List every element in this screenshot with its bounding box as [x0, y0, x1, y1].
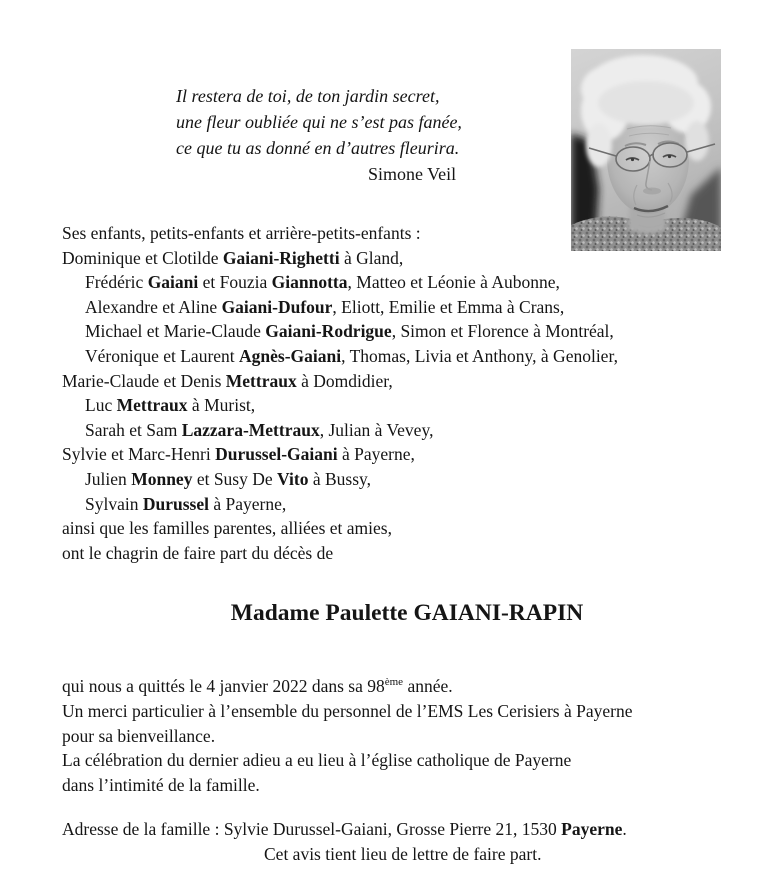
text-segment: ème [384, 676, 404, 689]
text-segment: Gaiani-Righetti [222, 247, 340, 268]
text-line [62, 270, 618, 295]
text-line [62, 817, 627, 842]
text-line [62, 674, 633, 699]
text-segment: Sylvain [85, 493, 143, 514]
deceased-name-title: Madame Paulette GAIANI-RAPIN [230, 600, 584, 626]
text-segment: ont le chagrin de faire part du décès de [62, 542, 334, 563]
text-line [62, 369, 618, 394]
text-line [62, 418, 618, 443]
text-segment: , Simon et Florence à Montréal, [391, 321, 614, 342]
text-segment: Cet avis tient lieu de lettre de faire part. [264, 843, 542, 864]
text-line [62, 748, 633, 773]
text-line [62, 516, 618, 541]
text-line [62, 295, 618, 320]
text-segment: Durussel [142, 493, 209, 514]
quote-line: une fleur oubliée qui ne s’est pas fanée, [176, 112, 462, 132]
text-segment: à Payerne, [208, 493, 287, 514]
text-segment: Marie-Claude et Denis [62, 370, 226, 391]
text-line [62, 221, 618, 246]
text-segment: à Bussy, [308, 468, 372, 489]
text-line [62, 442, 618, 467]
text-segment: ainsi que les familles parentes, alliées et amies, [62, 518, 392, 539]
text-line [62, 246, 618, 271]
text-segment: Sarah et Sam [85, 419, 182, 440]
text-segment: Michael et Marie-Claude [85, 321, 266, 342]
text-segment: à Domdidier, [296, 370, 393, 391]
text-segment: Lazzara-Mettraux [181, 419, 320, 440]
text-segment: Giannotta [271, 272, 348, 293]
text-segment: et Fouzia [198, 272, 272, 293]
text-segment: Véronique et Laurent [85, 345, 240, 366]
text-segment: à Murist, [187, 395, 256, 416]
memorial-quote [176, 83, 462, 187]
text-line [62, 467, 618, 492]
text-segment: pour sa bienveillance. [62, 725, 216, 746]
text-segment: à Gland, [339, 247, 404, 268]
text-segment: Sylvie et Marc-Henri [62, 444, 216, 465]
text-line [264, 842, 627, 867]
quote-line: Il restera de toi, de ton jardin secret, [176, 86, 440, 106]
text-segment: à Payerne, [337, 444, 415, 465]
details-block [62, 674, 633, 798]
text-segment: Gaiani [147, 272, 199, 293]
text-segment: et Susy De [192, 468, 278, 489]
quote-attribution: Simone Veil [368, 164, 457, 184]
text-segment: Durussel-Gaiani [215, 444, 338, 465]
text-segment: Ses enfants, petits-enfants et arrière-petits-enfants : [62, 223, 421, 243]
text-line [62, 319, 618, 344]
text-line [62, 492, 618, 517]
text-segment: Frédéric [85, 272, 148, 293]
text-segment: La célébration du dernier adieu a eu lieu à l’église catholique de Payerne [62, 750, 572, 771]
text-segment: Monney [131, 468, 193, 489]
text-line [62, 344, 618, 369]
text-segment: , Matteo et Léonie à Aubonne, [347, 272, 560, 293]
text-segment: Adresse de la famille : Sylvie Durussel-Gaiani, Grosse Pierre 21, 1530 [62, 819, 562, 839]
text-segment: Gaiani-Rodrigue [265, 321, 392, 342]
text-segment: Payerne [561, 819, 623, 839]
text-line [62, 773, 633, 798]
text-segment: , Thomas, Livia et Anthony, à Genolier, [341, 345, 618, 366]
quote-line: ce que tu as donné en d’autres fleurira. [176, 138, 460, 158]
address-block [62, 817, 627, 867]
text-segment: , Julian à Vevey, [319, 419, 434, 440]
text-segment: Luc [85, 395, 117, 416]
text-segment: Un merci particulier à l’ensemble du personnel de l’EMS Les Cerisiers à Payerne [62, 700, 633, 721]
text-segment: Alexandre et Aline [85, 296, 222, 317]
text-segment: Gaiani-Dufour [221, 296, 333, 317]
text-segment: dans l’intimité de la famille. [62, 775, 260, 796]
text-segment: , Eliott, Emilie et Emma à Crans, [332, 296, 565, 317]
text-line [62, 541, 618, 566]
text-segment: Dominique et Clotilde [62, 247, 223, 268]
text-segment: . [622, 819, 627, 839]
text-segment: Mettraux [116, 395, 188, 416]
text-line [62, 393, 618, 418]
text-line [62, 699, 633, 724]
text-segment: Julien [85, 468, 132, 489]
text-segment: qui nous a quittés le 4 janvier 2022 dans sa 98 [62, 676, 385, 696]
text-segment: Agnès-Gaiani [239, 345, 342, 366]
text-line [62, 724, 633, 749]
family-list [62, 221, 618, 565]
text-segment: Mettraux [225, 370, 297, 391]
text-segment: Vito [277, 468, 309, 489]
text-segment: année. [403, 676, 453, 696]
